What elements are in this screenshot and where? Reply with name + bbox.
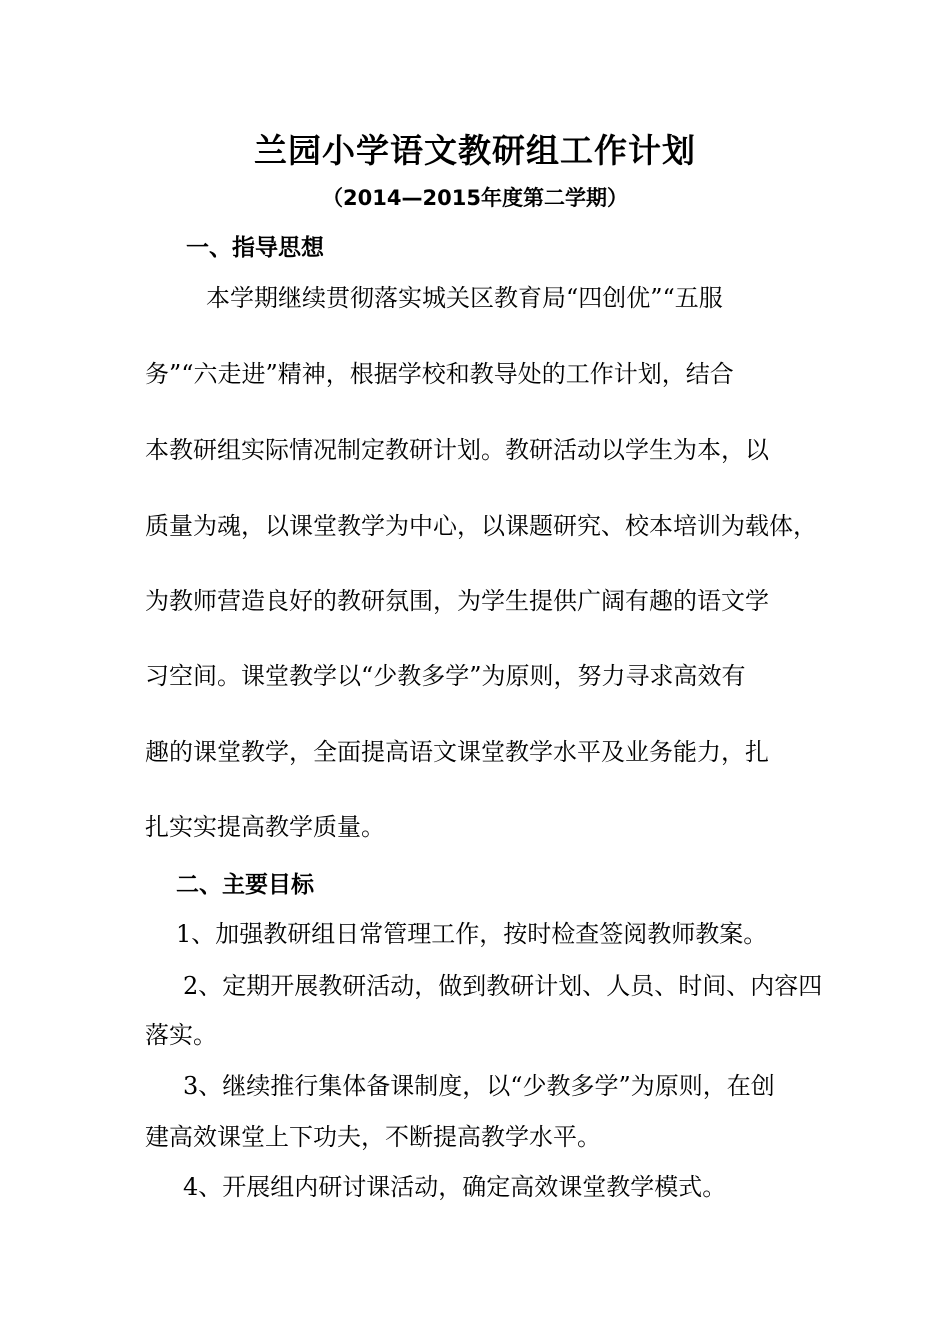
- paragraph-line: 本学期继续贯彻落实城关区教育局“四创优”“五服: [206, 284, 723, 312]
- paragraph-line: 扎实实提高教学质量。: [145, 813, 385, 841]
- document-subtitle: （2014—2015年度第二学期）: [322, 186, 628, 210]
- section-heading-main-goals: 二、主要目标: [176, 872, 314, 898]
- goal-line: 3、继续推行集体备课制度，以“少教多学”为原则，在创: [183, 1072, 775, 1100]
- paragraph-line: 习空间。课堂教学以“少教多学”为原则，努力寻求高效有: [145, 662, 746, 690]
- paragraph-line: 趣的课堂教学，全面提高语文课堂教学水平及业务能力，扎: [145, 738, 769, 766]
- goal-line: 落实。: [145, 1021, 217, 1049]
- goal-line: 建高效课堂上下功夫，不断提高教学水平。: [145, 1123, 601, 1151]
- paragraph-line: 本教研组实际情况制定教研计划。教研活动以学生为本，以: [145, 436, 769, 464]
- paragraph-line: 质量为魂，以课堂教学为中心，以课题研究、校本培训为载体，: [145, 512, 817, 540]
- paragraph-line: 务”“六走进”精神，根据学校和教导处的工作计划，结合: [145, 360, 734, 388]
- document-title: 兰园小学语文教研组工作计划: [254, 131, 696, 170]
- goal-line: 1、加强教研组日常管理工作，按时检查签阅教师教案。: [176, 920, 768, 948]
- section-heading-guiding-thought: 一、指导思想: [186, 235, 324, 261]
- paragraph-line: 为教师营造良好的教研氛围，为学生提供广阔有趣的语文学: [145, 587, 769, 615]
- goal-line: 4、开展组内研讨课活动，确定高效课堂教学模式。: [183, 1173, 727, 1201]
- goal-line: 2、定期开展教研活动，做到教研计划、人员、时间、内容四: [183, 972, 823, 1000]
